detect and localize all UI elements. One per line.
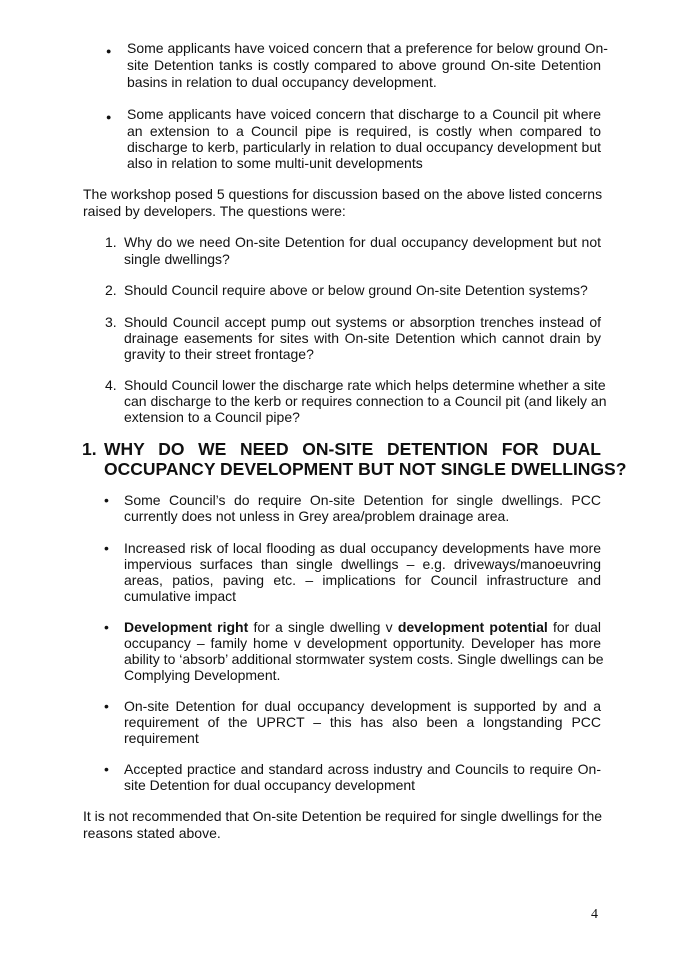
heading-line-1: WHY DO WE NEED ON-SITE DETENTION FOR DUAL — [104, 439, 601, 459]
document-page: ● Some applicants have voiced concern that a preference for below ground On- site Detention tanks is costly compared to above ground On-site Detention basins in relation to dual occupancy development. ● Some applicants have voiced concern that discharge to a Council pit where an extension to a Council pipe is required, is costly when compared to discharge to kerb, particularly in relation to dual occupancy development but also in relation to some multi-unit developments The workshop posed 5 questions for discussion based on the above listed concerns raised by developers. The questions were: 1. Why do we need On-site Detention for dual occupancy development but not single dwellings? 2. Should Council require above or below ground On-site Detention systems? 3. Should Council accept pump out systems or absorption trenches instead of drainage easements for sites with On-site Detention which cannot drain by gravity to their street frontage? 4. Should Council lower the discharge rate which helps determine whether a site can discharge to the kerb or requires connection to a Council pit (and likely an extension to a Council pipe? 1. WHY DO WE NEED ON-SITE DETENTION FOR DUAL OCCUPANCY DEVELOPMENT BUT NOT SINGLE DWELLINGS? • Some Council’s do require On-site Detention for single dwellings. PCC currently does not unless in Grey area/problem drainage area. • Increased risk of local flooding as dual occupancy developments have more impervious surfaces than single dwellings – e.g. driveways/manoeuvring areas, patios, paving etc. – implications for Council infrastructure and cumulative impact • Development right for a single dwelling v development potential for dual occupancy – family home v development opportunity. Developer has more ability to ‘absorb’ additional stormwater system costs. Single dwellings can be Complying Development. • On-site Detention for dual occupancy development is supported by and a requirement of the UPRCT – this has also been a longstanding PCC requirement • Accepted practice and standard across industry and Councils to require On- site Detention for dual occupancy development It is not recommended that On-site Detention be required for single dwellings for the reasons stated above. 4 — [82, 40, 627, 922]
list-number: 1. — [105, 234, 117, 250]
bullet-icon: • — [104, 540, 109, 556]
bullet-icon: • — [104, 761, 109, 777]
list-number: 2. — [105, 282, 117, 298]
heading-line-2: OCCUPANCY DEVELOPMENT BUT NOT SINGLE DWELLINGS? — [104, 459, 627, 479]
heading-number: 1. — [82, 439, 97, 459]
bullet-icon: ● — [106, 112, 112, 122]
page-number: 4 — [591, 907, 598, 922]
bullet-icon: • — [104, 619, 109, 635]
list-number: 4. — [105, 377, 117, 393]
bullet-icon: • — [104, 698, 109, 714]
list-number: 3. — [105, 314, 117, 330]
bullet-icon: • — [104, 492, 109, 508]
bullet-icon: ● — [106, 46, 112, 56]
